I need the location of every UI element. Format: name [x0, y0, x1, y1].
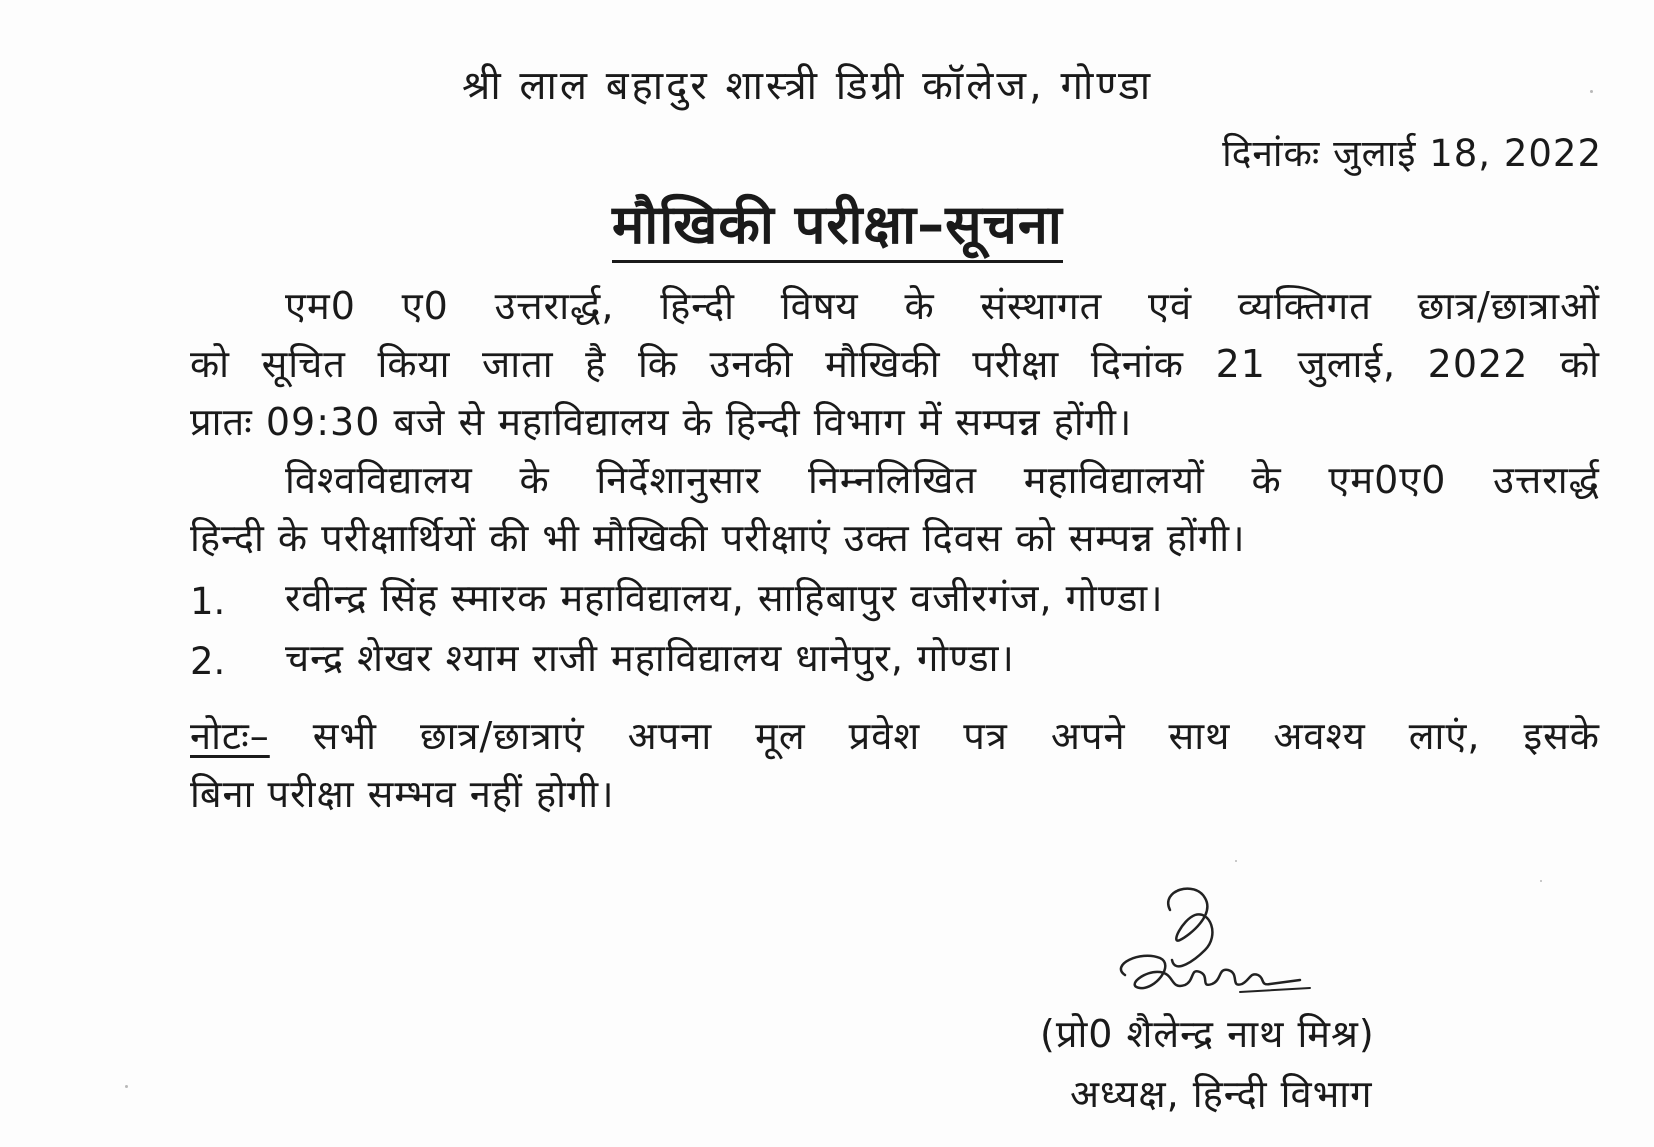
paragraph-1-line-2: को सूचित किया जाता है कि उनकी मौखिकी परीक्षा दिनांक 21 जुलाई, 2022 को	[190, 342, 1600, 386]
scan-speck	[1540, 880, 1542, 882]
scan-speck	[125, 1085, 128, 1088]
note-text: सभी छात्र/छात्राएं अपना मूल प्रवेश पत्र अपने साथ अवश्य लाएं, इसके	[269, 714, 1600, 758]
signatory-designation: अध्यक्ष, हिन्दी विभाग	[1070, 1072, 1373, 1116]
paragraph-2-line-1: विश्वविद्यालय के निर्देशानुसार निम्नलिखित महाविद्यालयों के एम0ए0 उत्तरार्द्ध	[285, 458, 1600, 502]
note-label: नोटः–	[190, 714, 270, 758]
paragraph-1-line-3: प्रातः 09:30 बजे से महाविद्यालय के हिन्दी विभाग में सम्पन्न होंगी।	[190, 400, 1133, 444]
notice-title: मौखिकी परीक्षा–सूचना	[612, 192, 1063, 263]
paragraph-1-line-1: एम0 ए0 उत्तरार्द्ध, हिन्दी विषय के संस्थागत एवं व्यक्तिगत छात्र/छात्राओं	[285, 284, 1600, 328]
paragraph-2-line-2: हिन्दी के परीक्षार्थियों की भी मौखिकी परीक्षाएं उक्त दिवस को सम्पन्न होंगी।	[190, 516, 1246, 560]
scan-speck	[1590, 90, 1593, 93]
note-line-2: बिना परीक्षा सम्भव नहीं होगी।	[190, 772, 615, 816]
note-line-1	[190, 712, 1600, 760]
list-item-college: रवीन्द्र सिंह स्मारक महाविद्यालय, साहिबापुर वजीरगंज, गोण्डा।	[285, 576, 1164, 620]
signatory-name: (प्रो0 शैलेन्द्र नाथ मिश्र)	[1040, 1012, 1375, 1056]
scan-speck	[1235, 860, 1237, 862]
list-item-number: 2.	[190, 640, 226, 683]
college-name: श्री लाल बहादुर शास्त्री डिग्री कॉलेज, गोण्डा	[462, 63, 1154, 109]
list-item-number: 1.	[190, 580, 226, 623]
list-item-college: चन्द्र शेखर श्याम राजी महाविद्यालय धानेपुर, गोण्डा।	[285, 636, 1015, 680]
notice-date: दिनांकः जुलाई 18, 2022	[1222, 132, 1602, 175]
handwritten-signature	[1100, 880, 1320, 1020]
